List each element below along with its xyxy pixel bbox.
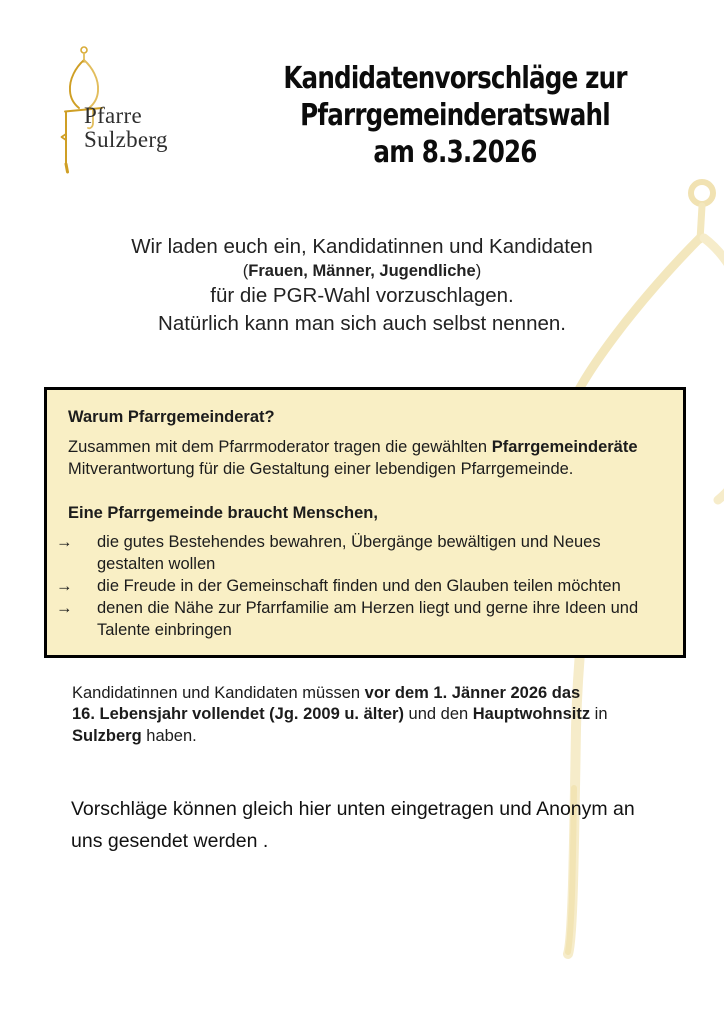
arrow-bullet-icon: → bbox=[56, 599, 73, 617]
closing-line-2: uns gesendet werden . bbox=[71, 829, 269, 852]
intro-line-2-bold: Frauen, Männer, Jugendliche bbox=[248, 262, 476, 280]
intro-line-1: Wir laden euch ein, Kandidatinnen und Kandidaten bbox=[131, 235, 593, 258]
intro-paren-close: ) bbox=[475, 262, 482, 280]
intro-paren-open: ( bbox=[242, 262, 249, 280]
eligibility-paragraph bbox=[72, 683, 672, 748]
logo-name-line1: Pfarre bbox=[84, 103, 142, 128]
closing-line-1: Vorschläge können gleich hier unten eingetragen und Anonym an bbox=[71, 797, 635, 820]
eligibility-l2-regular2: in bbox=[590, 705, 608, 723]
info-box-p1-regular: Zusammen mit dem Pfarrmoderator tragen die gewählten bbox=[68, 438, 492, 456]
title-line-3: am 8.3.2026 bbox=[373, 135, 537, 170]
bullet-item bbox=[56, 531, 663, 575]
intro-paragraph bbox=[0, 233, 724, 338]
eligibility-l3-bold: Sulzberg bbox=[72, 726, 142, 745]
title-line-1: Kandidatenvorschläge zur bbox=[283, 61, 627, 96]
intro-line-3: für die PGR-Wahl vorzuschlagen. bbox=[210, 284, 514, 307]
eligibility-l3-regular: haben. bbox=[141, 726, 197, 745]
bullet-list bbox=[56, 531, 663, 641]
logo-name-line2: Sulzberg bbox=[84, 126, 168, 152]
bullet-item bbox=[56, 597, 663, 641]
info-box-paragraph bbox=[68, 436, 663, 480]
arrow-bullet-icon: → bbox=[56, 533, 73, 551]
logo-name bbox=[84, 104, 168, 151]
intro-line-4: Natürlich kann man sich auch selbst nennen. bbox=[158, 312, 566, 335]
bullet-item bbox=[56, 575, 663, 597]
eligibility-l2-bold2: Hauptwohnsitz bbox=[472, 705, 591, 723]
info-box-p1-bold: Pfarrgemeinderäte bbox=[491, 438, 638, 456]
arrow-bullet-icon: → bbox=[56, 577, 73, 595]
info-box-p1-line2: Mitverantwortung für die Gestaltung einer lebendigen Pfarrgemeinde. bbox=[68, 460, 574, 478]
eligibility-l2-bold: 16. Lebensjahr vollendet (Jg. 2009 u. älter) bbox=[72, 705, 404, 723]
bullet-text: die Freude in der Gemeinschaft finden und den Glauben teilen möchten bbox=[97, 577, 621, 595]
info-box-heading: Warum Pfarrgemeinderat? bbox=[68, 408, 275, 426]
title-line-2: Pfarrgemeinderatswahl bbox=[300, 98, 610, 133]
bullet-text: die gutes Bestehendes bewahren, Übergänge bewältigen und Neues gestalten wollen bbox=[97, 533, 601, 573]
eligibility-l2-regular: und den bbox=[403, 705, 473, 723]
eligibility-l1-bold: vor dem 1. Jänner 2026 das bbox=[364, 683, 581, 702]
page-title bbox=[230, 60, 680, 171]
intro-line-2 bbox=[0, 261, 724, 282]
info-box-subheading: Eine Pfarrgemeinde braucht Menschen, bbox=[68, 504, 378, 522]
bullet-text: denen die Nähe zur Pfarrfamilie am Herzen liegt und gerne ihre Ideen und Talente einbringen bbox=[97, 599, 639, 639]
info-box bbox=[44, 387, 686, 658]
closing-paragraph bbox=[71, 793, 691, 857]
eligibility-l1-regular: Kandidatinnen und Kandidaten müssen bbox=[72, 683, 365, 702]
